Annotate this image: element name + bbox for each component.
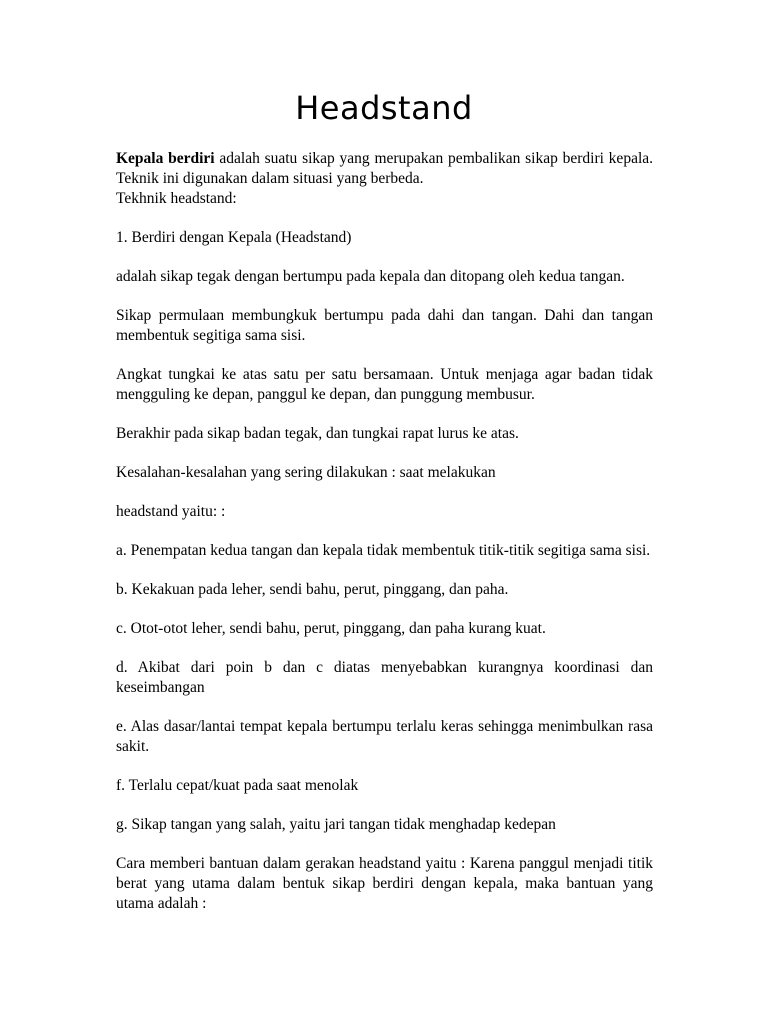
paragraph-leg-raise: Angkat tungkai ke atas satu per satu bersamaan. Untuk menjaga agar badan tidak mengguling ke depan, panggul ke depan, dan punggung membusur. — [116, 366, 653, 403]
error-item-g: g. Sikap tangan yang salah, yaitu jari tangan tidak menghadap kedepan — [116, 816, 556, 833]
error-item-c: c. Otot-otot leher, sendi bahu, perut, pinggang, dan paha kurang kuat. — [116, 620, 546, 637]
error-item-f: f. Terlalu cepat/kuat pada saat menolak — [116, 777, 359, 794]
page-title: Headstand — [295, 89, 473, 127]
error-item-e: e. Alas dasar/lantai tempat kepala bertumpu terlalu keras sehingga menimbulkan rasa sakit. — [116, 718, 653, 755]
error-item-d: d. Akibat dari poin b dan c diatas menyebabkan kurangnya koordinasi dan keseimbangan — [116, 659, 653, 696]
paragraph-definition: adalah sikap tegak dengan bertumpu pada kepala dan ditopang oleh kedua tangan. — [116, 268, 625, 285]
intro-text: adalah suatu sikap yang merupakan pembalikan sikap berdiri kepala. Teknik ini digunakan dalam situasi yang berbeda. — [116, 150, 654, 187]
intro-paragraph — [116, 149, 653, 189]
intro-term: Kepala berdiri — [116, 150, 215, 167]
section-heading: 1. Berdiri dengan Kepala (Headstand) — [116, 229, 352, 246]
error-item-b: b. Kekakuan pada leher, sendi bahu, perut, pinggang, dan paha. — [116, 581, 509, 598]
closing-paragraph: Cara memberi bantuan dalam gerakan headstand yaitu : Karena panggul menjadi titik berat yang utama dalam bentuk sikap berdiri dengan kepala, maka bantuan yang utama adalah : — [116, 855, 653, 912]
error-item-a: a. Penempatan kedua tangan dan kepala tidak membentuk titik-titik segitiga sama sisi. — [116, 542, 651, 559]
paragraph-start-position: Sikap permulaan membungkuk bertumpu pada dahi dan tangan. Dahi dan tangan membentuk segitiga sama sisi. — [116, 307, 653, 344]
document-body — [116, 149, 653, 914]
technique-label: Tekhnik headstand: — [116, 190, 237, 207]
paragraph-ending: Berakhir pada sikap badan tegak, dan tungkai rapat lurus ke atas. — [116, 425, 519, 442]
paragraph-errors-intro-cont: headstand yaitu: : — [116, 503, 226, 520]
paragraph-errors-intro: Kesalahan-kesalahan yang sering dilakukan : saat melakukan — [116, 464, 496, 481]
